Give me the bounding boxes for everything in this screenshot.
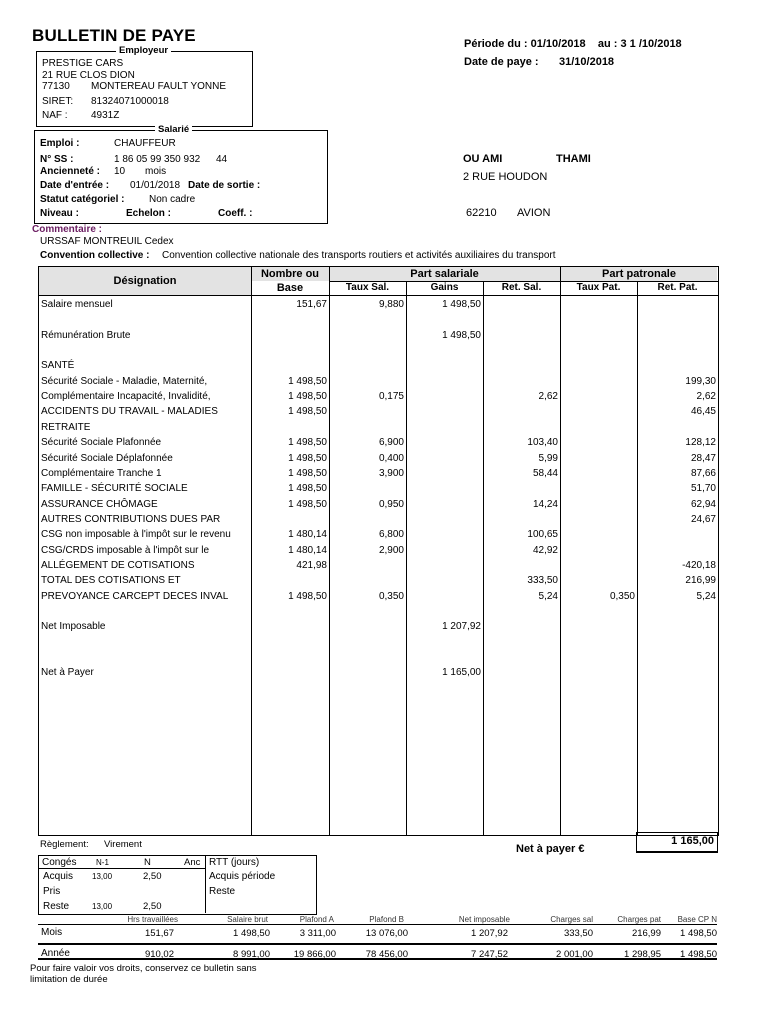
cell-designation: FAMILLE - SÉCURITÉ SOCIALE [41, 483, 188, 495]
table-row [39, 466, 718, 481]
cell-designation: Sécurité Sociale - Maladie, Maternité, [41, 375, 208, 387]
entree-label: Date d'entrée : [40, 180, 110, 191]
table-row [39, 343, 718, 358]
anciennete-label: Ancienneté : [40, 166, 101, 177]
employee-box-label: Salarié [155, 124, 192, 135]
cell-designation: Salaire mensuel [41, 299, 113, 310]
cumuls-annee-value: 19 866,00 [293, 949, 336, 960]
cell-gains: 1 165,00 [442, 667, 481, 679]
cell-ret-sal: 14,24 [532, 498, 558, 510]
cumuls-mois-value: 3 311,00 [299, 928, 336, 939]
cell-ret-pat: -420,18 [682, 559, 716, 571]
cell-ret-pat: 5,24 [696, 590, 716, 602]
table-row [39, 635, 718, 650]
anciennete-value: 10 [114, 166, 126, 177]
cell-base: 1 498,50 [288, 498, 327, 510]
document-title: BULLETIN DE PAYE [32, 26, 196, 45]
table-row [39, 451, 718, 466]
cell-designation: Sécurité Sociale Plafonnée [41, 437, 162, 449]
cell-base: 1 480,14 [288, 529, 327, 541]
cumuls-header: Hrs travaillées [127, 915, 178, 924]
employee-last-name: OU AMI [463, 153, 503, 165]
cell-base: 1 498,50 [288, 437, 327, 449]
cell-ret-pat: 62,94 [690, 498, 716, 510]
cell-base: 1 498,50 [288, 391, 327, 403]
cell-base: 151,67 [296, 299, 327, 310]
siret-value: 81324071000018 [91, 96, 169, 107]
echelon-label: Echelon : [126, 208, 172, 219]
conges-acquis-n: 2,50 [143, 871, 162, 882]
header-ret-pat: Ret. Pat. [657, 282, 698, 293]
table-row [39, 512, 718, 527]
header-gains: Gains [430, 282, 459, 293]
conges-header: Congés [42, 857, 77, 868]
table-row [39, 497, 718, 512]
employer-postal: 77130 [42, 81, 70, 92]
table-row [39, 665, 718, 680]
cumuls-header: Salaire brut [227, 915, 268, 924]
cell-ret-pat: 28,47 [690, 452, 716, 464]
cell-designation: Rémunération Brute [41, 329, 131, 341]
conges-reste-label: Reste [43, 901, 70, 912]
cell-ret-sal: 58,44 [532, 467, 558, 479]
employee-city: AVION [517, 207, 551, 219]
cumuls-mois-value: 216,99 [631, 928, 661, 939]
header-base: Base [276, 282, 304, 294]
cell-designation: CSG non imposable à l'impôt sur le revenu [41, 529, 231, 541]
cell-designation: Complémentaire Tranche 1 [41, 467, 162, 479]
statut-value: Non cadre [149, 194, 196, 205]
cell-taux-sal: 0,175 [378, 391, 404, 403]
employee-first-name: THAMI [556, 153, 591, 165]
cell-designation: ACCIDENTS DU TRAVAIL - MALADIES [41, 406, 218, 418]
conges-n1-header: N-1 [96, 858, 109, 867]
ss-value: 1 86 05 99 350 932 [114, 154, 201, 165]
employee-street: 2 RUE HOUDON [463, 171, 548, 183]
cell-taux-sal: 0,350 [378, 590, 404, 602]
niveau-label: Niveau : [40, 208, 79, 219]
cell-taux-sal: 0,950 [378, 498, 404, 510]
cumuls-annee-label: Année [41, 948, 70, 959]
header-part-salariale: Part salariale [410, 268, 479, 280]
cell-taux-pat: 0,350 [609, 590, 635, 602]
cell-base: 1 498,50 [288, 467, 327, 479]
cell-ret-sal: 42,92 [532, 544, 558, 556]
cumuls-mois-value: 13 076,00 [365, 928, 408, 939]
table-row [39, 650, 718, 665]
table-row [39, 558, 718, 573]
cumuls-mois-value: 151,67 [144, 928, 174, 939]
cell-base: 1 498,50 [288, 590, 327, 602]
employee-postal: 62210 [466, 207, 497, 219]
table-row [39, 573, 718, 588]
cell-ret-sal: 333,50 [527, 575, 558, 587]
conges-reste-n1: 13,00 [92, 902, 113, 911]
employer-city: MONTEREAU FAULT YONNE [91, 81, 227, 92]
cumuls-annee-value: 1 498,50 [680, 949, 717, 960]
anciennete-unit: mois [145, 166, 167, 177]
cumuls-table [38, 915, 717, 959]
cell-base: 1 480,14 [288, 544, 327, 556]
table-row [39, 312, 718, 327]
cumuls-header: Base CP N [677, 915, 717, 924]
header-ret-sal: Ret. Sal. [501, 282, 542, 293]
cumuls-header: Charges pat [617, 915, 661, 924]
cell-ret-pat: 199,30 [685, 375, 716, 387]
cumuls-annee-value: 1 298,95 [624, 949, 661, 960]
cumuls-annee-value: 78 456,00 [365, 949, 408, 960]
cumuls-mois-value: 1 207,92 [471, 928, 508, 939]
table-row [39, 589, 718, 604]
naf-value: 4931Z [91, 110, 120, 121]
cell-ret-sal: 2,62 [538, 391, 558, 403]
cell-ret-sal: 5,99 [538, 452, 558, 464]
cell-ret-pat: 128,12 [685, 437, 716, 449]
cumuls-header: Net imposable [458, 915, 510, 924]
cell-ret-pat: 87,66 [690, 467, 716, 479]
conges-pris-label: Pris [43, 886, 61, 897]
cell-taux-sal: 2,900 [378, 544, 404, 556]
employer-box-label: Employeur [116, 45, 171, 56]
cumuls-header: Plafond B [369, 915, 404, 924]
rtt-acquis-label: Acquis période [209, 871, 276, 882]
cell-ret-pat: 51,70 [690, 483, 716, 495]
cell-taux-sal: 3,900 [378, 467, 404, 479]
net-payer-label: Net à payer € [516, 843, 585, 855]
conges-anc-header: Anc [184, 857, 201, 868]
header-designation: Désignation [113, 275, 177, 287]
cumuls-mois-value: 333,50 [563, 928, 593, 939]
cell-ret-pat: 216,99 [685, 575, 716, 587]
header-nombre: Nombre ou [260, 268, 320, 280]
cell-gains: 1 498,50 [442, 329, 481, 341]
cell-base: 1 498,50 [288, 406, 327, 418]
cell-taux-sal: 0,400 [378, 452, 404, 464]
reglement-label: Règlement: [40, 839, 89, 850]
cell-designation: Net Imposable [41, 621, 106, 633]
table-row [39, 389, 718, 404]
pay-date-label: Date de paye : [464, 56, 539, 68]
cell-base: 1 498,50 [288, 483, 327, 495]
header-taux-pat: Taux Pat. [576, 282, 621, 293]
footer-line2: limitation de durée [30, 974, 108, 985]
footer-line1: Pour faire valoir vos droits, conservez ce bulletin sans [30, 963, 257, 974]
ss-label: N° SS : [40, 154, 74, 165]
cell-ret-pat: 46,45 [690, 406, 716, 418]
ss-key: 44 [216, 154, 228, 165]
naf-label: NAF : [42, 110, 68, 121]
table-row [39, 297, 718, 312]
employer-name: PRESTIGE CARS [42, 58, 124, 69]
cell-designation: RETRAITE [41, 421, 91, 433]
entree-value: 01/01/2018 [130, 180, 181, 191]
cell-ret-pat: 2,62 [696, 391, 716, 403]
conges-reste-n: 2,50 [143, 901, 162, 912]
cell-ret-sal: 100,65 [527, 529, 558, 541]
urssaf-text: URSSAF MONTREUIL Cedex [40, 236, 174, 247]
cell-designation: ALLÉGEMENT DE COTISATIONS [41, 559, 195, 571]
cell-base: 421,98 [296, 559, 327, 571]
header-part-patronale: Part patronale [602, 268, 676, 280]
table-row [39, 420, 718, 435]
statut-label: Statut catégoriel : [40, 194, 125, 205]
table-row [39, 604, 718, 619]
cell-designation: CSG/CRDS imposable à l'impôt sur le [41, 544, 210, 556]
cumuls-header: Charges sal [550, 915, 593, 924]
header-taux-sal: Taux Sal. [345, 282, 390, 293]
conges-acquis-label: Acquis [43, 871, 74, 882]
table-row [39, 374, 718, 389]
cumuls-mois-value: 1 498,50 [233, 928, 270, 939]
cell-ret-sal: 103,40 [527, 437, 558, 449]
cumuls-mois-label: Mois [41, 927, 63, 938]
cell-designation: SANTÉ [41, 360, 75, 372]
cell-taux-sal: 9,880 [378, 299, 404, 310]
table-row [39, 328, 718, 343]
employer-address: 21 RUE CLOS DION [42, 70, 135, 81]
cumuls-annee-value: 2 001,00 [556, 949, 593, 960]
cell-designation: ASSURANCE CHÔMAGE [41, 498, 158, 510]
cell-designation: AUTRES CONTRIBUTIONS DUES PAR [41, 513, 221, 525]
table-row [39, 527, 718, 542]
net-payer-value: 1 165,00 [671, 835, 714, 847]
cell-gains: 1 498,50 [442, 299, 481, 310]
table-row [39, 619, 718, 634]
cumuls-annee-value: 8 991,00 [233, 949, 270, 960]
cell-gains: 1 207,92 [442, 621, 481, 633]
conges-table [38, 855, 317, 915]
cumuls-header: Plafond A [299, 915, 334, 924]
cell-taux-sal: 6,800 [378, 529, 404, 541]
cell-ret-sal: 5,24 [538, 590, 558, 602]
conges-n-header: N [144, 857, 151, 868]
conges-acquis-n1: 13,00 [92, 872, 113, 881]
coeff-label: Coeff. : [218, 208, 253, 219]
cumuls-annee-value: 910,02 [144, 949, 174, 960]
pay-date: 31/10/2018 [559, 56, 615, 68]
table-row [39, 481, 718, 496]
rtt-label: RTT (jours) [209, 857, 260, 868]
cell-designation: PREVOYANCE CARCEPT DECES INVAL [41, 590, 229, 602]
cumuls-mois-value: 1 498,50 [680, 928, 717, 939]
table-row [39, 543, 718, 558]
commentaire-label: Commentaire : [32, 224, 103, 235]
cell-designation: TOTAL DES COTISATIONS ET [41, 575, 181, 587]
table-row [39, 404, 718, 419]
table-row [39, 435, 718, 450]
reglement-value: Virement [104, 839, 142, 850]
rtt-reste-label: Reste [209, 886, 236, 897]
cumuls-annee-value: 7 247,52 [471, 949, 508, 960]
sortie-label: Date de sortie : [188, 180, 261, 191]
emploi-label: Emploi : [40, 138, 80, 149]
cell-taux-sal: 6,900 [378, 437, 404, 449]
convention-label: Convention collective : [40, 250, 150, 261]
convention-text: Convention collective nationale des transports routiers et activités auxiliaires du transport [162, 250, 556, 261]
cell-base: 1 498,50 [288, 452, 327, 464]
cell-ret-pat: 24,67 [690, 513, 716, 525]
cell-designation: Sécurité Sociale Déplafonnée [41, 452, 173, 464]
cell-designation: Net à Payer [41, 667, 94, 679]
emploi-value: CHAUFFEUR [114, 138, 176, 149]
table-row [39, 358, 718, 373]
payslip-table [38, 266, 719, 836]
cell-designation: Complémentaire Incapacité, Invalidité, [41, 391, 211, 403]
cell-base: 1 498,50 [288, 375, 327, 387]
pay-period: Période du : 01/10/2018 au : 3 1 /10/2018 [464, 38, 682, 50]
siret-label: SIRET: [42, 96, 74, 107]
